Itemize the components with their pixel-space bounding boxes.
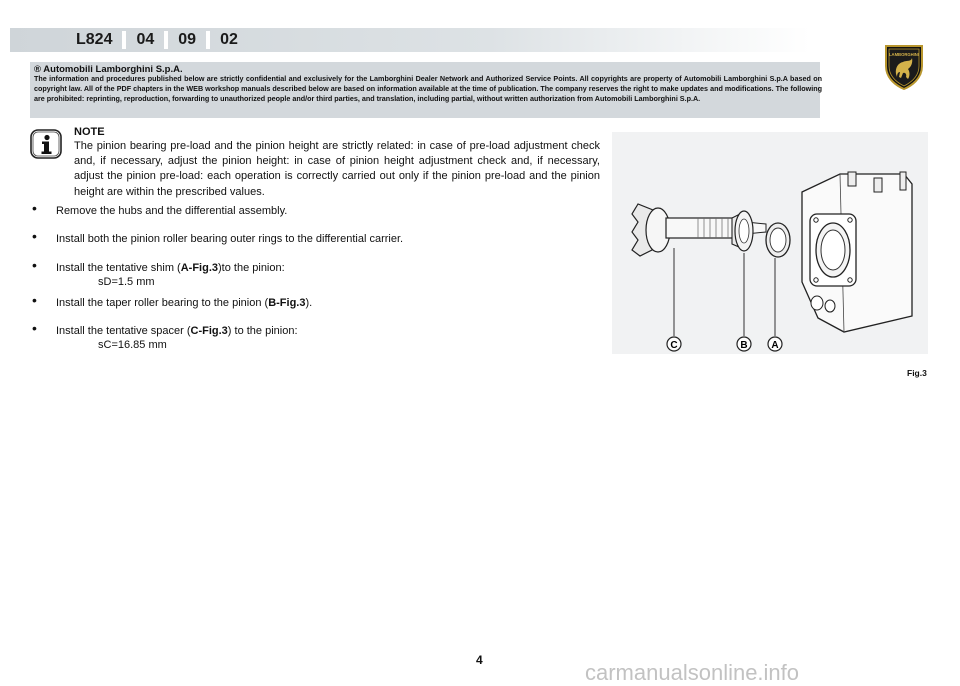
code-model: L824 bbox=[76, 31, 113, 48]
spacer-value: sC=16.85 mm bbox=[98, 339, 167, 351]
code-separator bbox=[164, 31, 168, 49]
callout-label-b: B bbox=[740, 340, 748, 351]
code-section: 09 bbox=[178, 31, 197, 48]
callout-c bbox=[667, 337, 681, 351]
step-text bbox=[56, 296, 556, 310]
document-code bbox=[70, 31, 244, 49]
step-text-part: ) to the pinion: bbox=[227, 325, 298, 337]
page-number: 4 bbox=[476, 653, 483, 667]
figure-pinion-assembly bbox=[612, 132, 928, 354]
figure-reference: B-Fig.3 bbox=[268, 297, 306, 309]
callout-a bbox=[768, 337, 782, 351]
svg-text:LAMBORGHINI: LAMBORGHINI bbox=[888, 52, 920, 57]
differential-carrier-drawing bbox=[802, 172, 912, 332]
bullet: • bbox=[32, 320, 37, 336]
note-title: NOTE bbox=[74, 126, 105, 138]
step-text-part: )to the pinion: bbox=[218, 262, 285, 274]
step-text-part: Install the tentative shim ( bbox=[56, 262, 181, 274]
figure-reference: A-Fig.3 bbox=[180, 262, 219, 274]
watermark: carmanualsonline.info bbox=[585, 660, 800, 685]
bearing-b-drawing bbox=[732, 211, 753, 251]
bullet: • bbox=[32, 228, 37, 244]
callout-b bbox=[737, 337, 751, 351]
step-text bbox=[56, 324, 556, 351]
step-text-part: ). bbox=[305, 297, 313, 309]
code-group: 04 bbox=[136, 31, 155, 48]
step-text: Install both the pinion roller bearing outer rings to the differential carrier. bbox=[56, 233, 404, 245]
callout-label-c: C bbox=[670, 340, 678, 351]
copyright-title: ® Automobili Lamborghini S.p.A. bbox=[34, 64, 183, 75]
figure-caption: Fig.3 bbox=[907, 368, 927, 378]
bullet: • bbox=[32, 257, 37, 273]
shim-value: sD=1.5 mm bbox=[98, 276, 155, 288]
step-text-part: Install the tentative spacer ( bbox=[56, 325, 191, 337]
code-separator bbox=[206, 31, 210, 49]
shim-a-drawing bbox=[766, 223, 790, 257]
bullet: • bbox=[32, 200, 37, 216]
step-text: Remove the hubs and the differential assembly. bbox=[56, 205, 288, 217]
step-text-part: Install the taper roller bearing to the pinion ( bbox=[56, 297, 269, 309]
bullet: • bbox=[32, 292, 37, 308]
callout-label-a: A bbox=[771, 340, 779, 351]
lamborghini-bull-shield-icon bbox=[883, 44, 925, 90]
code-separator bbox=[122, 31, 126, 49]
info-icon bbox=[30, 129, 62, 159]
copyright-text: The information and procedures published below are strictly confidential and exclusively for the Lamborghini Dealer Network and Authorized Service Points. All copyrights are property of Automobili Lamborghini S.p.A based on copyright law. All of the PDF chapters in the WEB workshop manuals described below are based on information available at the time of publication. The company reserves the right to make updates and modifications. The following are prohibited: reprinting, reproduction, forwarding to unauthorized people and/or third parties, and translation, including partial, without written authorization from Automobili Lamborghini S.p.A. bbox=[34, 74, 822, 104]
note-text: The pinion bearing pre-load and the pinion height are strictly related: in case of pre-load adjustment check and, if necessary, adjust the pinion height: in case of pinion height adjustment check and, if necessary, adjust the pinion pre-load: each operation is correctly carried out only if the pinion pre-load and the pinion height are within the prescribed values. bbox=[74, 140, 600, 198]
code-page: 02 bbox=[220, 31, 238, 48]
figure-reference: C-Fig.3 bbox=[190, 325, 228, 337]
step-text bbox=[56, 261, 556, 288]
